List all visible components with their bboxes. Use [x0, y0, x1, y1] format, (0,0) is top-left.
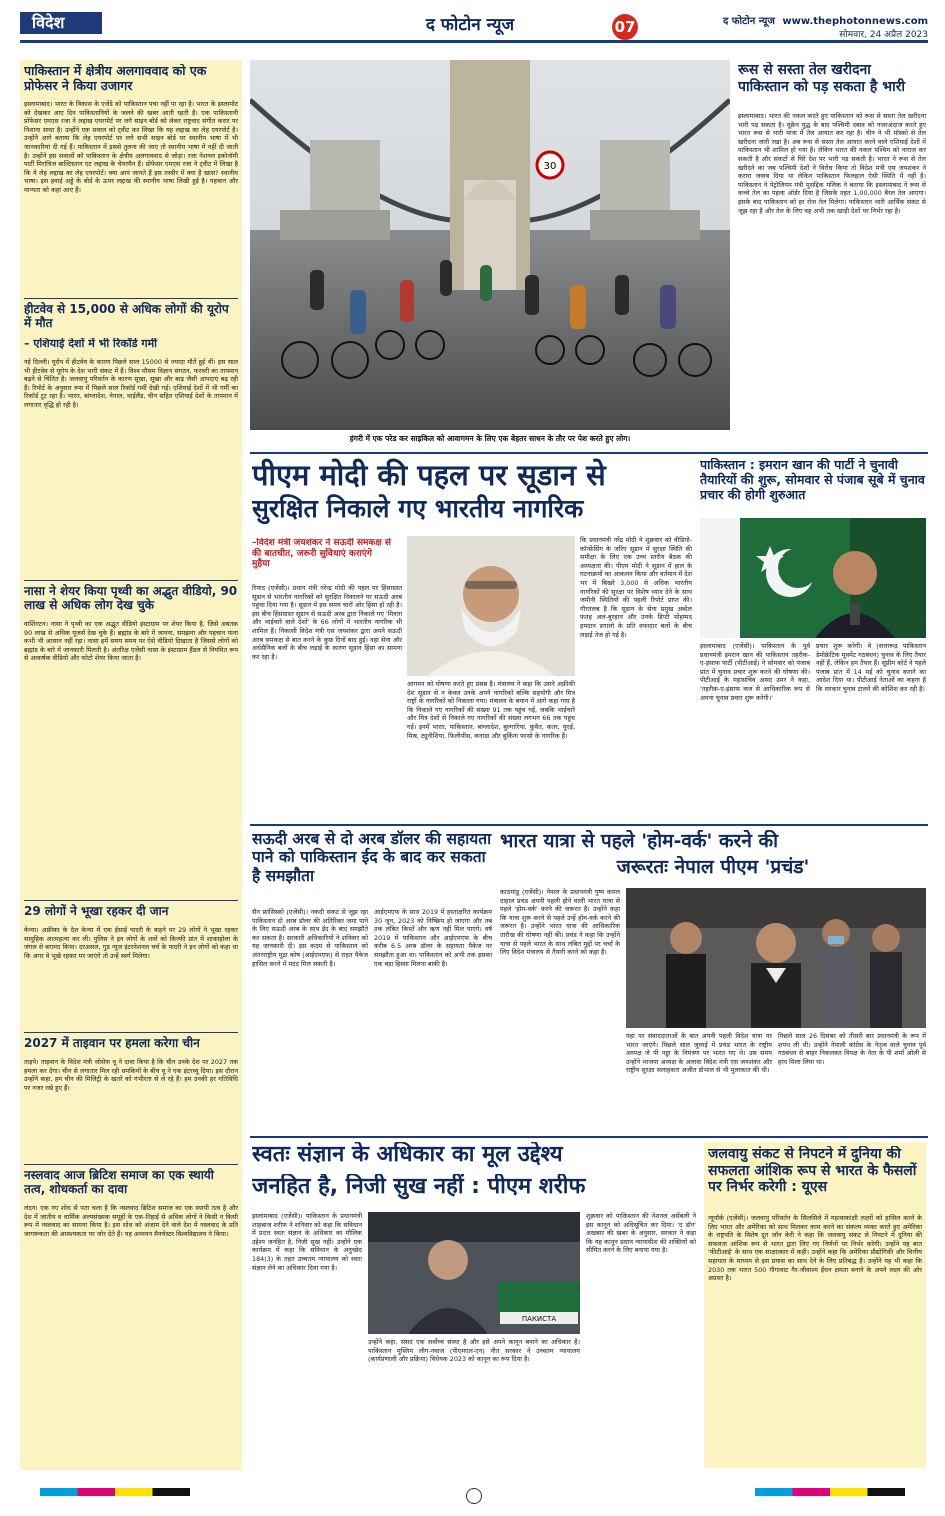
climate-body: न्यूयॉर्क (एजेंसी)। जलवायु परिवर्तन के सिलसिले में महत्वाकांक्षी लक्ष्यों को हासिल करने के लिए भारत और अमेरिका को साथ मिलकर काम करने का संकल्प व्यक्त करते हुए अमेरिका के राष्ट्रपति के विशेष दूत जॉन केरी ने कहा कि जलवायु संकट से निपटने में दुनिया की सफलता आंशिक रूप से भारत द्वारा लिए गए निर्णयों पर निर्भर करेगी। उन्होंने यह बात 'फीटीआई' के साथ एक साक्षात्कार में कही। उन्होंने कहा कि अमेरिका प्रौद्योगिकी और वित्तीय सहायता के माध्यम से इस प्रयास का साथ देने के लिए प्रतिबद्ध है। उन्होंने यह भी कहा कि 2030 तक भारत 500 गीगावाट गैर-जीवाश्म ईंधन क्षमता बनाने के अपने लक्ष्य की ओर अग्रसर है। — [708, 1214, 922, 1283]
imran-body1: इस्लामाबाद (एजेंसी)। पाकिस्तान के पूर्व प्रधानमंत्री इमरान खान की पाकिस्तान तहरीक-ए-इंसाफ पार्टी (पीटीआई) ने सोमवार को पंजाब प्रांत में चुनाव प्रचार शुरू करने की घोषणा की। पीटीआई के महासचिव असद उमर ने कहा, 'तहरीक-ए-इंसाफ कल से आधिकारिक रूप से अपना चुनाव प्रचार शुरू करेगी।' — [700, 642, 810, 702]
divider — [250, 824, 928, 826]
left-story2-subtitle: – एशियाई देशों में भी रिकॉर्ड गर्मी — [24, 338, 157, 350]
bridge-photo — [250, 60, 730, 430]
divider — [24, 900, 238, 901]
left-story2-title: हीटवेव से 15,000 से अधिक लोगों की यूरोप में मौत — [24, 302, 229, 331]
section-label: विदेश — [20, 12, 102, 34]
imran-title: पाकिस्तान : इमरान खान की पार्टी ने चुनावी तैयारियों की शुरू, सोमवार से पंजाब सूबे में चुनाव प्रचार की होगी शुरुआत — [700, 458, 925, 502]
color-bar — [40, 1488, 190, 1496]
header-rule — [20, 40, 928, 43]
nepal-title-line2: जरूरतः नेपाल पीएम 'प्रचंड' — [616, 856, 810, 878]
russia-body: इस्लामाबाद। भारत की नकल करते हुए पाकिस्तान को रूस से सस्ता तेल खरीदना भारी पड़ सकता है। यूक्रेन युद्ध के बाद पश्चिमी दबाव को नजरअंदाज करते हुए भारत रूस से भारी मात्रा में तेल आयात कर रहा है। चीन ने भी मॉस्को से तेल खरीदना जारी रखा है। अब रूस से सस्ता तेल आयात करने वाले एशियाई देशों में पाकिस्तान भी शामिल हो गया है। लेकिन भारत की नकल पश्चिम को नाराज कर सकती है और संकटों से घिरे देश पर भारी पड़ सकती है। भारत ने रूस से तेल खरीदने का जब पश्चिमी देशों ने विरोध किया तो विदेश मंत्री एस जयशंकर ने करारा जवाब दिया था लेकिन पाकिस्तान फिलहाल ऐसी स्थिति में नहीं है। पाकिस्तान ने पेट्रोलियम मंत्री मुसद्दिक मलिक ने बताया कि इस्लामाबाद ने रूस से कच्चे तेल का पहला ऑर्डर दिया है जिसके तहत 1,00,000 बैरल तेल आएगा। इसके बाद पाकिस्तान को हर रोज तेल मिलेगा। पाकिस्तान भारी आर्थिक संकट से जूझ रहा है और तेल के लिए वह अभी तक खाड़ी देशों पर निर्भर रहा है। — [738, 112, 926, 215]
divider — [250, 452, 928, 454]
sudan-subtitle: –विदेश मंत्री जयशंकर ने सऊदी समकक्ष से की बातचीत, जरूरी सुविधाएं कराएंगे मुहैया — [252, 538, 391, 570]
issue-date: सोमवार, 24 अप्रैल 2023 — [839, 30, 928, 40]
left-story6-title: नस्लवाद आज ब्रिटिश समाज का एक स्थायी तत्व, शोधकर्ता का दावा — [24, 1168, 214, 1197]
divider — [24, 1032, 238, 1033]
nepal-body3: पिछले साल 26 दिसंबर को तीसरी बार प्रधानमंत्री के रूप में शपथ ली थी। उन्होंने नेपाली कांग्रेस के नेतृत्व वाले चुनाव पूर्व गठबंधन से बाहर निकलकर विपक्ष के नेता के पी शर्मा ओली से हाथ मिला लिया था। — [778, 1032, 926, 1066]
registration-mark — [466, 1488, 482, 1504]
divider — [24, 298, 238, 299]
nepal-body2: यहां पर संवाददाताओं के बात अपनी पहली विदेश यात्रा पर भारत जाएंगे। पिछले साल जुलाई में प्रचंड भारत के राष्ट्रीय अध्यक्ष जे पी नड्डा के निमंत्रण पर भारत गए थे। उस समय उन्होंने भाजपा अध्यक्ष के अलावा विदेश मंत्री एस जयशंकर और राष्ट्रीय सुरक्षा सलाहकार अजीत डोभाल से भी मुलाकात की थी। — [626, 1032, 772, 1075]
russia-title: रूस से सस्ता तेल खरीदना पाकिस्तान को पड़ सकता है भारी — [738, 62, 906, 95]
bridge-caption: हंगरी में एक परेड कर साइकिल को आवागमन के लिए एक बेहतर साधन के तौर पर पेश करते हुए लोग। — [349, 434, 631, 443]
sudan-body1: रियाद (एजेंसी)। प्रधान मंत्री नरेन्द्र मोदी की पहल पर हिंसाग्रस्त सूडान से भारतीय नागरिकों को सुरक्षित निकालने पर सऊदी अरब पहुंचा दिया गया है। सूडान में इस समय चारों ओर हिंसा हो रही है। इस बीच हिंसाग्रस्त सूडान से सऊदी अरब द्वारा निकाले गए 'मित्रता और भाईचारे वाले देशों' के 66 लोगों में भारतीय नागरिक भी शामिल हैं। निकासी विदेश मंत्री एस जयशंकर द्वारा अपने सऊदी अरब समकक्ष से बात करने के कुछ दिनों बाद हुई। वहां सेना और अर्धसैनिक बलों के बीच लड़ाई के कारण सूडान हिंसा का सामना कर रहा है। — [252, 584, 402, 661]
sudan-title-line1: पीएम मोदी की पहल पर सूडान से — [252, 458, 606, 492]
pak-sign-text: ПАКИСТА — [521, 1315, 557, 1323]
imran-photo — [700, 518, 926, 638]
sharif-title-line1: स्वतः संज्ञान के अधिकार का मूल उद्देश्य — [252, 1142, 563, 1167]
nepal-body1: काठमांडू (एजेंसी)। नेपाल के प्रधानमंत्री पुष्प कमल दाहाल प्रचंड अपनी पहली होने वाली भारत यात्रा से पहले 'होम-वर्क' करने की जरूरत है। उन्होंने कहा कि यात्रा शुरू करने से पहले उन्हें होम-वर्क करने की जरूरत है। उन्होंने भारत यात्रा की आधिकारिक तारीख की घोषणा नहीं की। प्रचंड ने कहा कि उन्होंने यात्रा से पहले भारत के साथ लंबित मुद्दों पर चर्चा के लिए विदेश मंत्रालय से तैयारी करने को कहा है। — [500, 888, 620, 957]
nepal-title-line1: भारत यात्रा से पहले 'होम-वर्क' करने की — [500, 830, 778, 852]
left-story5-body: ताइपे। ताइवान के विदेश मंत्री जोसेफ वू ने दावा किया है कि चीन उनके देश पर 2027 तक हमला कर देगा। चीन से लगातार मिल रही धमकियों के बीच वू ने एक इंटरव्यू दिया। इस दौरान उन्होंने कहा, हम चीन की मिलिट्री के खतरे को गंभीरता से ले रहे हैं। हम उनकी हर गतिविधि पर नजर रखे हुए हैं। — [24, 1058, 238, 1092]
left-story1-title: पाकिस्तान में क्षेत्रीय अलगाववाद को एक प्रोफेसर ने किया उजागर — [24, 64, 207, 93]
left-story5-title: 2027 में ताइवान पर हमला करेगा चीन — [24, 1036, 200, 1050]
left-story2-body: नई दिल्ली। यूरोप में हीटवेव के कारण पिछले साल 15000 से ज्यादा मौतें हुई थीं। इस साल भी हीटवेव से यूरोप के देश भारी संकट में हैं। विश्व मौसम विज्ञान संगठन, फरवरी का तापमान बढ़ने से चिंतित है। जलवायु परिवर्तन के कारण सूखा, सूखा और बाढ़ जैसी आपदाएं बढ़ रही हैं। रिपोर्ट के अनुसार रूस में पिछले साल रिकॉर्ड गर्मी देखी गई। एशियाई देशों में भी गर्मी का रिकॉर्ड टूट रहा है। भारत, बांग्लादेश, नेपाल, थाईलैंड, चीन सहित एशियाई देशों के तापमान में लगातार वृद्धि हो रही है। — [24, 358, 238, 409]
paper-title: द फोटोन न्यूज — [425, 15, 515, 35]
sudan-body2: आगमन को घोषणा करते हुए प्रसन्न है। मंत्रालय ने कहा कि उसने अफ्रीकी देश सूडान से न केवल उनके अपने नागरिकों बल्कि सहयोगी और मित्र राष्ट्रों के नागरिकों को निकाला गया। मंत्रालय के बयान में आगे कहा गया है कि निकाले गए नागरिकों की संख्या 91 तक पहुंच गई, जबकि भाईचारे और मित्र देशों से निकाले गए नागरिकों की संख्या लगभग 66 तक पहुंच गई। इनमें भारत, पाकिस्तान, बांग्लादेश, बुल्गारिया, कुवैत, कतर, यूएई, मिस्र, ट्यूनीशिया, फिलीपींस, कनाडा और बुर्किना फासो के नागरिक हैं। — [407, 680, 575, 740]
saudi-title: सऊदी अरब से दो अरब डॉलर की सहायता पाने को पाकिस्तान ईद के बाद कर सकता है समझौता — [252, 830, 492, 885]
sharif-title-line2: जनहित है, निजी सुख नहीं : पीएम शरीफ — [252, 1174, 586, 1199]
left-story4-title: 29 लोगों ने भूखा रहकर दी जान — [24, 904, 169, 918]
left-story6-body: लंदन। एक नए शोध से पता चला है कि नस्लवाद ब्रिटिश समाज का एक स्थायी तत्व है और देश में जातीय व धार्मिक अल्पसंख्यक समूहों के एक-तिहाई से अधिक लोगों ने किसी न किसी रूप में नस्लवाद का सामना किया है। इस शोध को अंजाम देने वाले देश में नस्लवाद के प्रति जागरूकता की आवश्यकता पर जोर देते हैं। यह अध्ययन मैनचेस्टर विश्वविद्यालय ने किया। — [24, 1204, 238, 1238]
divider — [250, 1136, 928, 1138]
saudi-body1: सैन फ्रांसिस्को (एजेंसी)। नकदी संकट से जूझ रहा पाकिस्तान दो अरब डॉलर की अतिरिक्त जमा पाने के लिए सऊदी अरब के साथ ईद के बाद समझौते कर सकता है। सरकारी अधिकारियों ने शनिवार को यह जानकारी दी। इस कदम से पाकिस्तान को अंतरराष्ट्रीय मुद्रा कोष (आईएमएफ) से राहत पैकेज हासिल करने में मदद मिल सकती है। — [252, 908, 368, 968]
speed-sign: 30 — [543, 161, 557, 172]
sudan-body3: कि प्रधानमंत्री नरेंद्र मोदी ने शुक्रवार को वीडियो-कॉन्फ्रेंसिंग के जरिए सूडान में सुरक्षा स्थिति की समीक्षा के लिए एक उच्च स्तरीय बैठक की अध्यक्षता की। पीएम मोदी ने सूडान में हाल के घटनाक्रमों का आकलन किया और वर्तमान में देश भर में बिखरे 3,000 से अधिक भारतीय नागरिकों की सुरक्षा पर विशेष ध्यान देने के साथ जमीनी स्थितियों की पहली रिपोर्ट प्राप्त की। गौरतलब है कि सूडान के सेना प्रमुख अब्देल फतह अल-बुरहान और उनके डिप्टी मोहम्मद हमदान डगालो के प्रति वफादार बलों के बीच लड़ाई तेज हो गई है। — [580, 536, 692, 639]
site-prefix: द फोटोन न्यूज — [722, 16, 775, 27]
prachanda-photo — [626, 888, 926, 1028]
site-line — [642, 13, 928, 27]
left-story4-body: केन्या। अफ्रीका के देश केन्या में एक ईसाई पादरी के कहने पर 29 लोगों ने भूखा रहकर सामूहिक आत्महत्या कर ली। पुलिस ने इन लोगों के शवों को किल्फी प्रांत में शाकाहोला के जंगल से बरामद किया। दरअसल, गुड न्यूज इंटरनेशनल चर्च के पादरी ने इन लोगों को कहा था कि अगर वे भूखे रहकर मर जाएंगे तो उन्हें स्वर्ग मिलेगा। — [24, 926, 238, 960]
sharif-body2: उन्होंने कहा, संसद एक सर्वोच्च संस्था है और इसे अपने कानून बनाने का अधिकार है। पाकिस्तान मुस्लिम लीग-नवाज (पीएमएल-एन) नीत सरकार ने उच्चतम न्यायालय (कार्यप्रणाली और प्रक्रिया) विधेयक 2023 को कानून का रूप दिया है। — [368, 1338, 580, 1364]
left-story3-title: नासा ने शेयर किया पृथ्वी का अद्भुत वीडियो, 90 लाख से अधिक लोग देख चुके — [24, 584, 238, 613]
page-number: 07 — [612, 14, 638, 40]
sharif-photo — [368, 1212, 580, 1334]
divider — [24, 1164, 238, 1165]
modi-photo — [407, 536, 575, 676]
sharif-body3: शुक्रवार को पाकिस्तान की नेशनल असेंबली ने इस कानून को अधिसूचित कर दिया। 'द डॉन' अखबार की खबर के अनुसार, सरकार ने कहा कि यह कानून प्रधान न्यायाधीश की शक्तियों को सीमित करने के लिए बनाया गया है। — [586, 1212, 696, 1255]
climate-title: जलवायु संकट से निपटने में दुनिया की सफलता आंशिक रूप से भारत के फैसलों पर निर्भर करेगी : यूएस — [708, 1146, 917, 1196]
divider — [24, 580, 238, 581]
sharif-body1: इस्लामाबाद (एजेंसी)। पाकिस्तान के प्रधानमंत्री शाहबाज शरीफ ने शनिवार को कहा कि संविधान में प्रदत्त स्वतः संज्ञान के अधिकार का मौलिक उद्देश्य जनहित है, निजी सुख नहीं। उन्होंने एक कार्यक्रम में कहा कि संविधान के अनुच्छेद 184(3) के तहत उच्चतम न्यायालय को स्वतः संज्ञान लेने का अधिकार दिया गया है। — [252, 1212, 362, 1272]
left-story3-body: वाशिंगटन। नासा ने पृथ्वी का एक अद्भुत वीडियो इंस्टाग्राम पर शेयर किया है, जिसे अबतक 90 लाख से अधिक यूजर्स देख चुके हैं। ब्रह्मांड के बारे में जानना, समझना और पहचान पाना कभी भी आसान नहीं रहा। नासा हमें समय समय पर ऐसे वीडियो दिखाता है जिससे लोगों को ब्रह्मांड के बारे में जानकारी मिलती है। अंतरिक्ष एजेंसी नासा के इंस्टाग्राम हैंडल से नियमित रूप से आकर्षक वीडियो और फोटो शेयर किया जाता है। — [24, 620, 238, 663]
color-bar — [755, 1488, 905, 1496]
site-url[interactable]: www.thephotonnews.com — [782, 16, 928, 27]
saudi-body2: आईएमएफ के साथ 2019 में हस्ताक्षरित कार्यक्रम 30 जून, 2023 को निष्क्रिय हो जाएगा और तब तक लंबित किस्तें और ऋण नहीं मिल पाएंगे। वर्ष 2019 में पाकिस्तान और आईएमएफ के बीच करीब 6.5 अरब डॉलर के सहायता पैकेज पर समझौता हुआ था। पाकिस्तान को अभी तक इसका एक बड़ा हिस्सा मिलना बाकी है। — [374, 908, 492, 968]
sudan-title-line2: सुरक्षित निकाले गए भारतीय नागरिक — [252, 494, 584, 523]
imran-body2: प्रचार शुरू करेगी। वे (सत्तारूढ़ पाकिस्तान डेमोक्रेटिक मूवमेंट गठबंधन) चुनाव के लिए तैयार नहीं हैं, लेकिन हम तैयार हैं। सुप्रीम कोर्ट ने पहले पंजाब प्रांत में 14 मई को चुनाव कराने का आदेश दिया था। पीटीआई नेताओं का कहना है कि सरकार चुनाव टालने की कोशिश कर रही है। — [816, 642, 926, 693]
bridge-parade-image — [250, 60, 730, 430]
left-story1-body: इस्लामाबाद। भारत के विकास के एजेंडे को पाकिस्तान पचा नहीं पा रहा है। भारत के इस्लामोट को देखकर आए दिन पाकिस्तानियों के जलने की खबर आती रहती है। एक पाकिस्तानी प्रोफेसर एमएस रजा ने लद्दाख एयरपोर्ट पर लगे साइन बोर्ड को लेकर राष्ट्रवाद संगीत करार पर निशाना साधा है। उन्होंने एक सवाल को ट्वीट कर लिखा कि यह लद्दाख का लेह एयरपोर्ट है। उन्होंने आगे बताया कि लेह एयरपोर्ट पर लगे सभी साइन बोर्ड पर स्थानीय भाषा में भी जानकारियां दी गई हैं। पाकिस्तान में इससे तुलना की जाए तो स्थानीय भाषा में नहीं दी जाती है। उन्होंने इस सवालों को पाकिस्तान के क्षेत्रीय अलगाववाद से जोड़ा। रजा नेशनल इकोनॉमी पार्टी मिरांत्रिज बाल्टिस्तान एट लद्दाख के चेयरमैन हैं। प्रोफेसर एमएस रजा ने ट्वीट में लिखा है कि ये लेह लद्दाख का लेह एयरपोर्ट। क्या आप जानते हैं इस तस्वीर में क्या है खास? स्थानीय भाषा। इस हवाई अड्डे के बोर्ड के ऊपर लद्दाख की स्थानीय भाषा लिखी हुई है। पहचान और मान्यता को कहां आए हैं। — [24, 100, 238, 194]
